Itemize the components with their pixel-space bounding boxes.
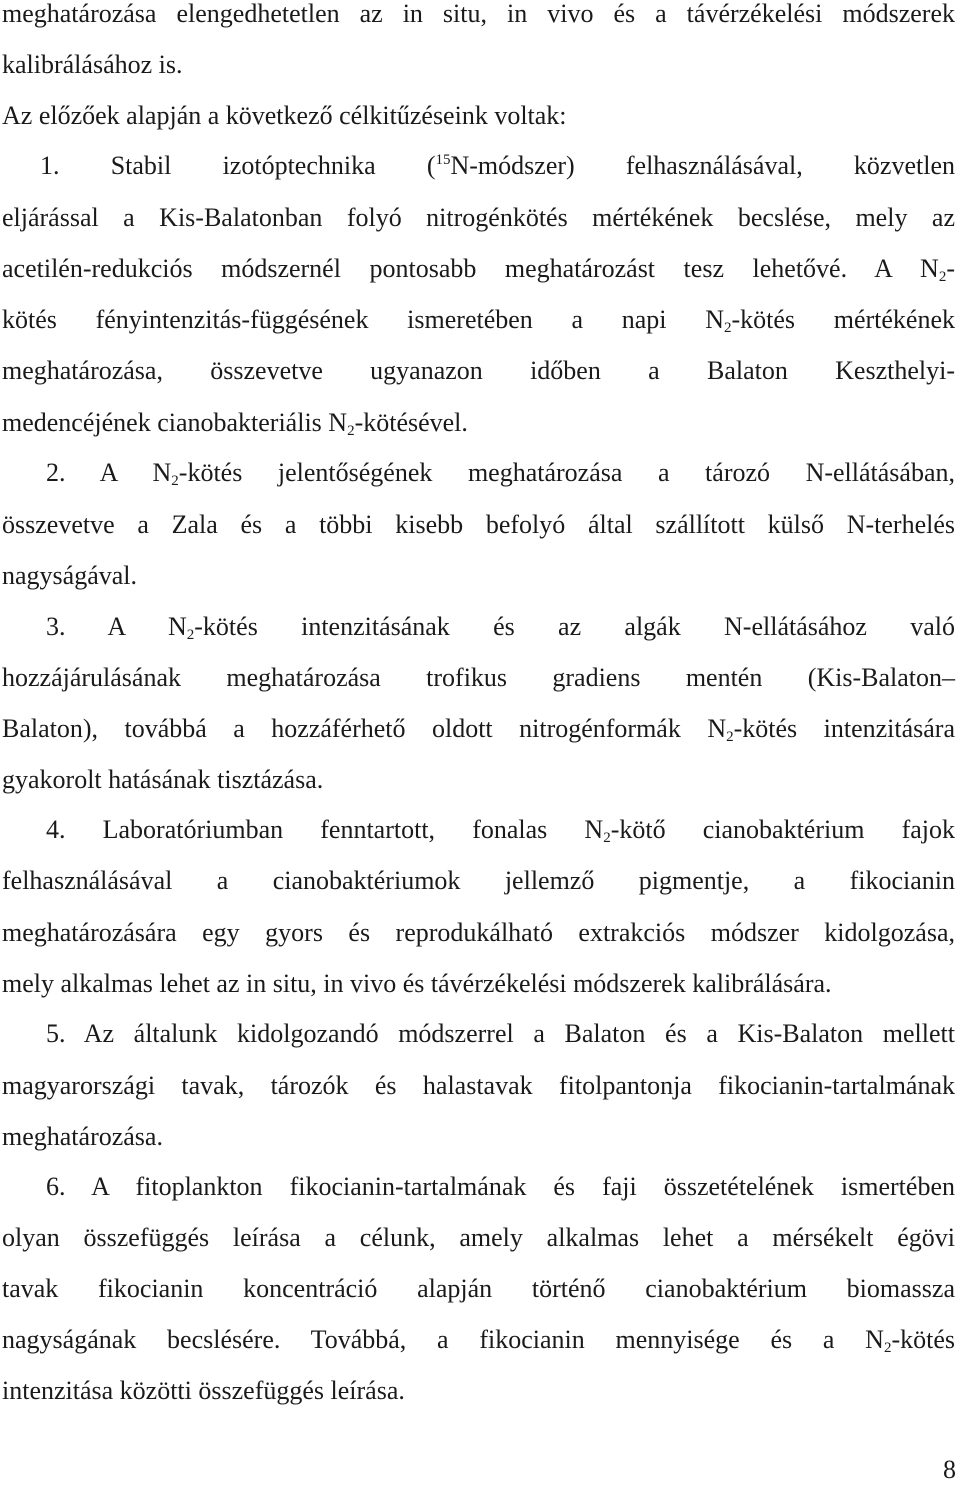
text: kötés fényintenzitás-függésének ismeretében a napi N — [2, 305, 724, 334]
item-2-line-2 — [2, 505, 955, 545]
superscript: 15 — [435, 152, 451, 168]
item-6-line-2 — [2, 1218, 955, 1258]
item-5-line-3 — [2, 1117, 163, 1157]
item-1-line-6 — [2, 403, 468, 443]
text: meghatározása. — [2, 1122, 163, 1151]
item-3-line-3 — [2, 709, 955, 749]
item-6-line-3 — [2, 1269, 955, 1309]
text: Az előzőek alapján a következő célkitűzéseink voltak: — [2, 101, 567, 130]
subscript: 2 — [171, 473, 179, 489]
text: kalibrálásához is. — [2, 50, 183, 79]
subscript: 2 — [883, 1340, 892, 1356]
text: összevetve a Zala és a többi kisebb befolyó által szállított külső N-terhelés — [2, 510, 955, 539]
subscript: 2 — [347, 423, 355, 439]
text: tavak fikocianin koncentráció alapján történő cianobaktérium biomassza — [2, 1274, 955, 1303]
text: -kötés mértékének — [731, 305, 955, 334]
text: Balaton), továbbá a hozzáférhető oldott nitrogénformák N — [2, 714, 727, 743]
text: meghatározása, összevetve ugyanazon időben a Balaton Keszthelyi- — [2, 356, 955, 385]
text: mely alkalmas lehet az in situ, in vivo és távérzékelési módszerek kalibrálására. — [2, 969, 832, 998]
item-4-line-2 — [2, 861, 955, 901]
subscript: 2 — [603, 830, 611, 846]
item-1-line-3 — [2, 249, 955, 289]
text: olyan összefüggés leírása a célunk, amely alkalmas lehet a mérsékelt égövi — [2, 1223, 955, 1252]
text: hozzájárulásának meghatározása trofikus gradiens mentén (Kis-Balaton– — [2, 663, 955, 692]
text: meghatározására egy gyors és reprodukálható extrakciós módszer kidolgozása, — [2, 918, 955, 947]
text: 2. A N — [46, 458, 172, 487]
item-5-line-2 — [2, 1066, 955, 1106]
intro-heading — [2, 96, 567, 136]
item-1-line-2 — [2, 198, 955, 238]
text: nagyságával. — [2, 561, 138, 590]
text: magyarországi tavak, tározók és halastavak fitolpantonja fikocianin-tartalmának — [2, 1071, 955, 1100]
item-5-line-1 — [2, 1014, 955, 1054]
text: medencéjének cianobakteriális N — [2, 408, 348, 437]
page-number: 8 — [943, 1455, 956, 1484]
text: N-módszer) felhasználásával, közvetlen — [450, 151, 955, 180]
item-3-line-1 — [2, 607, 955, 647]
text: -kötés jelentőségének meghatározása a tározó N-ellátásában, — [178, 458, 955, 487]
item-2-line-3 — [2, 556, 137, 596]
text: 1. Stabil izotóptechnika ( — [40, 151, 436, 180]
item-4-line-3 — [2, 913, 955, 953]
item-6-line-5 — [2, 1371, 405, 1411]
text: -kötésével. — [354, 408, 468, 437]
text: nagyságának becslésére. Továbbá, a fikocianin mennyisége és a N — [2, 1325, 884, 1354]
text: -kötés — [891, 1325, 955, 1354]
item-3-line-2 — [2, 658, 955, 698]
text: acetilén-redukciós módszernél pontosabb meghatározást tesz lehetővé. A N — [2, 254, 939, 283]
text: 4. Laboratóriumban fenntartott, fonalas N — [46, 815, 604, 844]
item-2-line-1 — [2, 453, 955, 493]
text: -kötő cianobaktérium fajok — [610, 815, 955, 844]
item-4-line-4 — [2, 964, 832, 1004]
item-1-line-5 — [2, 351, 955, 391]
item-4-line-1 — [2, 810, 955, 850]
text: intenzitása közötti összefüggés leírása. — [2, 1376, 405, 1405]
item-1-line-1 — [2, 146, 955, 186]
subscript: 2 — [186, 627, 195, 643]
subscript: 2 — [723, 320, 732, 336]
text: - — [946, 254, 955, 283]
text: eljárással a Kis-Balatonban folyó nitrogénkötés mértékének becslése, mely az — [2, 203, 955, 232]
intro-line-1 — [2, 0, 955, 34]
intro-line-2 — [2, 45, 183, 85]
item-1-line-4 — [2, 300, 955, 340]
text: 3. A N — [46, 612, 187, 641]
text: -kötés intenzitására — [733, 714, 955, 743]
text: -kötés intenzitásának és az algák N-ellátásához való — [194, 612, 955, 641]
item-6-line-4 — [2, 1320, 955, 1360]
text: 5. Az általunk kidolgozandó módszerrel a Balaton és a Kis-Balaton mellett — [46, 1019, 955, 1048]
subscript: 2 — [938, 269, 947, 285]
text: felhasználásával a cianobaktériumok jellemző pigmentje, a fikocianin — [2, 866, 955, 895]
text: 6. A fitoplankton fikocianin-tartalmának és faji összetételének ismertében — [46, 1172, 955, 1201]
item-6-line-1 — [2, 1167, 955, 1207]
subscript: 2 — [726, 729, 734, 745]
item-3-line-4 — [2, 760, 323, 800]
text: gyakorolt hatásának tisztázása. — [2, 765, 324, 794]
text: meghatározása elengedhetetlen az in situ, in vivo és a távérzékelési módszerek — [2, 0, 955, 28]
